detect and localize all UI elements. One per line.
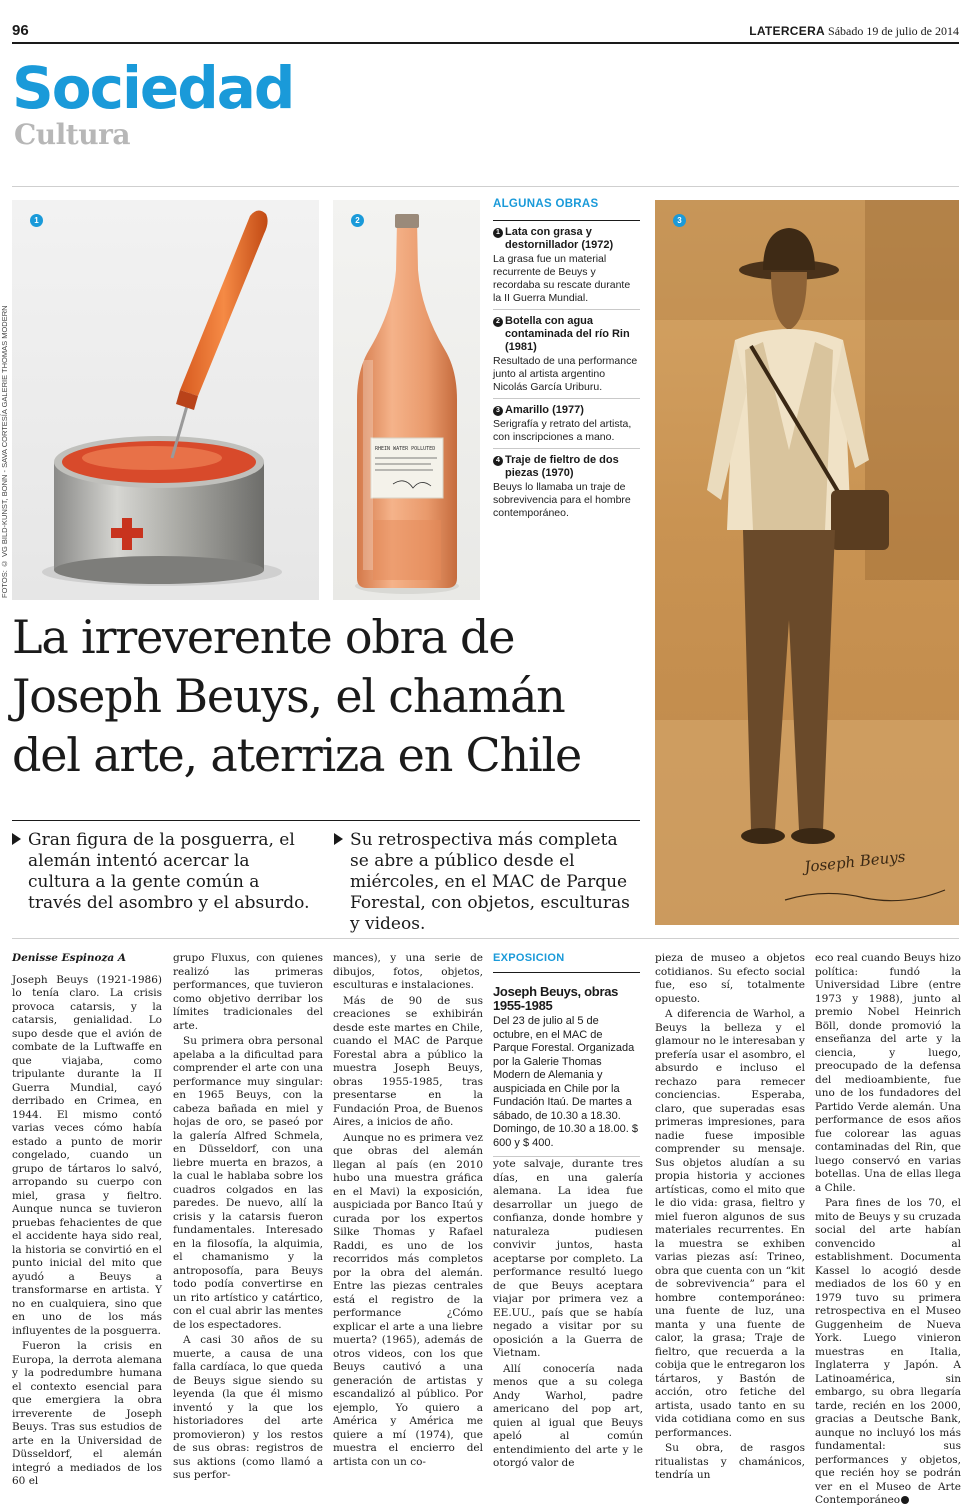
expo-body: Del 23 de julio al 5 de octubre, en el MAC de Parque Forestal. Organizada por la Galerie Thomas Modern de Alemania y auspiciada en Chile por la Fundación Itaú. De martes a sábado, de 10.30 a 18.30. Domingo, de 10.30 a 18.00. $ 600 y $ 400. (493, 1015, 640, 1157)
deck-left (12, 830, 312, 914)
article-column-5 (655, 952, 805, 1485)
page-number: 96 (12, 22, 29, 39)
article-column-2 (173, 952, 323, 1485)
paragraph-text: Para fines de los 70, el mito de Beuys y su cruzada social del arte habían convencido al establishment. Documenta Kassel lo acogió desde mediados de los 60 y en 1979 tuvo su primera retrospectiva en el Museo Guggenheim de Nueva York. Luego vinieron muestras en Italia, Inglaterra y Japón. A Latinoamérica, sin embargo, su obra llegaría tarde, recién en los 2000, gracias a Deutsche Bank, aunque no incluyó los más fundamental: sus performances y objetos, que recién hoy se podrán ver en el Museo de Arte Contemporáneo (815, 1197, 962, 1506)
section-title: Sociedad (12, 54, 294, 122)
photo-1-marker: 1 (30, 214, 43, 227)
deck-right-text: Su retrospectiva más completa se abre a público desde el miércoles, en el MAC de Parque Forestal, con objetos, esculturas y videos. (350, 830, 630, 934)
lata-illustration (12, 200, 319, 600)
byline: Denisse Espinoza A (12, 952, 127, 964)
article-column-3 (333, 952, 483, 1471)
obras-title: ALGUNAS OBRAS (493, 198, 640, 221)
masthead (749, 24, 959, 39)
obra-title: Lata con grasa y destornillador (1972) (505, 226, 614, 251)
obra-number: 4 (493, 456, 503, 466)
paragraph: Su primera obra personal apelaba a la dificultad para comprender el arte con una performance muy singular: en 1965 Beuys, con la cabeza bañada en miel y hojas de oro, se paseó por la galería Alfred Schmela, en Düsseldorf, con una liebre muerta en brazos, a la cual le hablaba sobre los cuadros colgados en las paredes. De nuevo, allí la crisis y la catarsis fueron fundamentales. Interesado en la filosofía, la alquimia, el chamanismo y la antroposofía, para Beuys todo podía convertirse en un rito artístico y catártico, con el cual abrir las mentes de los espectadores. (173, 1035, 323, 1331)
article-column-4 (493, 1158, 643, 1473)
retrato-illustration (655, 200, 959, 925)
expo-title: EXPOSICION (493, 952, 640, 973)
obra-desc: Serigrafía y retrato del artista, con inscripciones a mano. (493, 418, 632, 443)
paragraph: Allí conocería nada menos que a su colega Andy Warhol, padre americano del pop art, quien al igual que Beuys apeló al común entendimiento del arte y le otorgó valor de (493, 1362, 643, 1469)
paragraph: yote salvaje, durante tres días, en una galería alemana. La idea fue desarrollar un juego de confianza, donde hombre y naturaleza pudiesen convivir juntos, hasta aceptarse por completo. La performance resultó luego de que Beuys aceptara viajar por primera vez a EE.UU., país que se había negado a visitar por su oposición a la Guerra de Vietnam. (493, 1158, 643, 1359)
section-rule (12, 186, 959, 187)
photo-3-marker: 3 (673, 214, 686, 227)
paragraph (815, 1197, 961, 1508)
obra-desc: Resultado de una performance junto al artista argentino Nicolás García Uriburu. (493, 355, 638, 393)
portrait-signature: Joseph Beuys (803, 847, 907, 876)
paragraph: eco real cuando Beuys hizo política: fundó la Universidad Libre (entre 1973 y 1988), junto al premio Nobel Heinrich Böll, donde promovió la enseñanza del arte y la ciencia, y luego, preocupado de la defensa del medioambiente, fue uno de los fundadores del Partido Verde alemán. Una performance de esos años fue colorear las aguas contaminadas del Rin, que luego conservó en varias botellas. Una de ellas llega a Chile. (815, 952, 961, 1194)
exposicion-box (493, 952, 640, 1157)
bottle-label-text: RHEIN WATER POLLUTED (375, 446, 436, 452)
obra-desc: La grasa fue un material recurrente de Beuys y recordaba su rescate durante la II Guerra Mundial. (493, 253, 631, 304)
obra-number: 3 (493, 406, 503, 416)
photo-botella-agua (333, 200, 480, 600)
deck-arrow-icon (12, 833, 21, 845)
paragraph: Más de 90 de sus creaciones se exhibirán desde este martes en Chile, cuando el MAC de Parque Forestal abra a público la muestra Joseph Beuys, obras 1955-1985, tras presentarse en la Fundación Proa, de Buenos Aires, a inicios de año. (333, 994, 483, 1128)
paragraph: A diferencia de Warhol, a Beuys la belleza y el glamour no le interesaban y prefería usar el asombro, el absurdo e incluso el rechazo para remecer conciencias. Esperaba, claro, que superadas esas primeras impresiones, para nadie fuese imposible comprender su mensaje. Sus objetos aludían a su propia historia y acciones artísticas, como el mito que le dio vida: grasa, fieltro y miel fueron algunos de sus materiales recurrentes. En la muestra se exhiben varias piezas así: Trineo, obra que cuenta con un “kit de sobrevivencia” para el hombre contemporáneo: una fuente de luz, una manta y una fuente de calor, la grasa; Traje de fieltro, que recuerda a la cobija que le entregaron los tártaros, y Bastón de acción, otro fetiche del artista, usado tanto en su vida cotidiana como en sus performances. (655, 1008, 805, 1439)
obra-title: Botella con agua contaminada del río Rin (1981) (505, 315, 630, 353)
obra-item (493, 310, 640, 399)
paragraph: Aunque no es primera vez que obras del alemán llegan al país (en 2010 hubo una muestra gráfica en el Mavi) la exposición, auspiciada por Banco Itaú y curada por los expertos Silke Thomas y Rafael Raddi, es uno de los recorridos más completos por la obra del alemán. Entre las piezas centrales está el registro de la performance ¿Cómo explicar el arte a una liebre muerta? (1965), además de otros videos, con los que Beuys cautivó a una generación de artistas y escandalizó al público. Por ejemplo, Yo quiero a América y América me quiere a mí (1974), que muestra el encierro del artista con un co- (333, 1131, 483, 1468)
subsection-title: Cultura (14, 118, 130, 151)
paragraph: Su obra, de rasgos ritualistas y chamánicos, tendría un (655, 1442, 805, 1481)
brand-name: LATERCERA (749, 24, 826, 38)
obra-item (493, 399, 640, 449)
photo-lata-con-grasa (12, 200, 319, 600)
obra-number: 2 (493, 317, 503, 327)
obras-sidebar (493, 198, 640, 524)
expo-name: Joseph Beuys, obras 1955-1985 (493, 984, 619, 1013)
paragraph: pieza de museo a objetos cotidianos. Su efecto social fue, eso sí, totalmente opuesto. (655, 952, 805, 1005)
end-mark-icon (901, 1496, 909, 1504)
deck-left-text: Gran figura de la posguerra, el alemán intentó acercar la cultura a la gente común a través del asombro y el absurdo. (28, 830, 310, 913)
photo-2-marker: 2 (351, 214, 364, 227)
deck-arrow-icon (334, 833, 343, 845)
header-rule (12, 42, 959, 44)
paragraph: Fueron la crisis en Europa, la derrota alemana y la podredumbre humana el contexto esencial para que emergiera la obra irreverente de Joseph Beuys. Tras sus estudios de arte en la Universidad de Düsseldorf, el alemán integró a mediados de los 60 el (12, 1340, 162, 1487)
article-column-1 (12, 952, 162, 1491)
obra-number: 1 (493, 228, 503, 238)
headline-rule (12, 820, 640, 821)
paragraph: mances), y una serie de dibujos, fotos, objetos, esculturas e instalaciones. (333, 952, 483, 991)
photo-credit: FOTOS: © VG BILD-KUNST, BONN - SAVA CORTESÍA GALERIE THOMAS MODERN (0, 305, 9, 598)
obra-item (493, 221, 640, 310)
body-rule (12, 938, 959, 939)
issue-date: Sábado 19 de julio de 2014 (828, 24, 959, 38)
paragraph: grupo Fluxus, con quienes realizó las primeras performances, que tuvieron como objetivo derribar los límites tradicionales del arte. (173, 952, 323, 1032)
headline: La irreverente obra de Joseph Beuys, el chamán del arte, aterriza en Chile (12, 610, 582, 782)
obra-title: Amarillo (1977) (505, 404, 584, 416)
article-column-6 (815, 952, 961, 1510)
obra-item (493, 449, 640, 524)
photo-retrato-beuys (655, 200, 959, 925)
paragraph: A casi 30 años de su muerte, a causa de una falla cardíaca, lo que queda de Beuys sigue siendo su leyenda (la que él mismo inventó y la que los historiadores del arte promovieron) y los restos de sus obras: registros de sus aktions (como llamó a sus perfor- (173, 1334, 323, 1481)
obra-title: Traje de fieltro de dos piezas (1970) (505, 454, 619, 479)
obra-desc: Beuys lo llamaba un traje de sobrevivencia para el hombre contemporáneo. (493, 481, 631, 519)
botella-illustration (333, 200, 480, 600)
deck-right (334, 830, 634, 935)
paragraph: Joseph Beuys (1921-1986) lo tenía claro. La crisis provoca catarsis, y la catarsis, genialidad. Lo supo desde que el avión de combate de la Luftwaffe en que viajaba, como tripulante durante la II Guerra Mundial, cayó derribado en Crimea, en 1944. El mismo contó varias veces cómo había estado a punto de morir congelado, cuando un grupo de tártaros lo salvó, arropando su cuerpo con miel, grasa y fieltro. Aunque nunca se tuvieron pruebas fehacientes de que el accidente haya sido real, la historia se convirtió en el punto inicial del mito que ayudó a Beuys a transformarse en artista. Y no en cualquiera, sino que en uno de los más influyentes de la posguerra. (12, 973, 162, 1337)
